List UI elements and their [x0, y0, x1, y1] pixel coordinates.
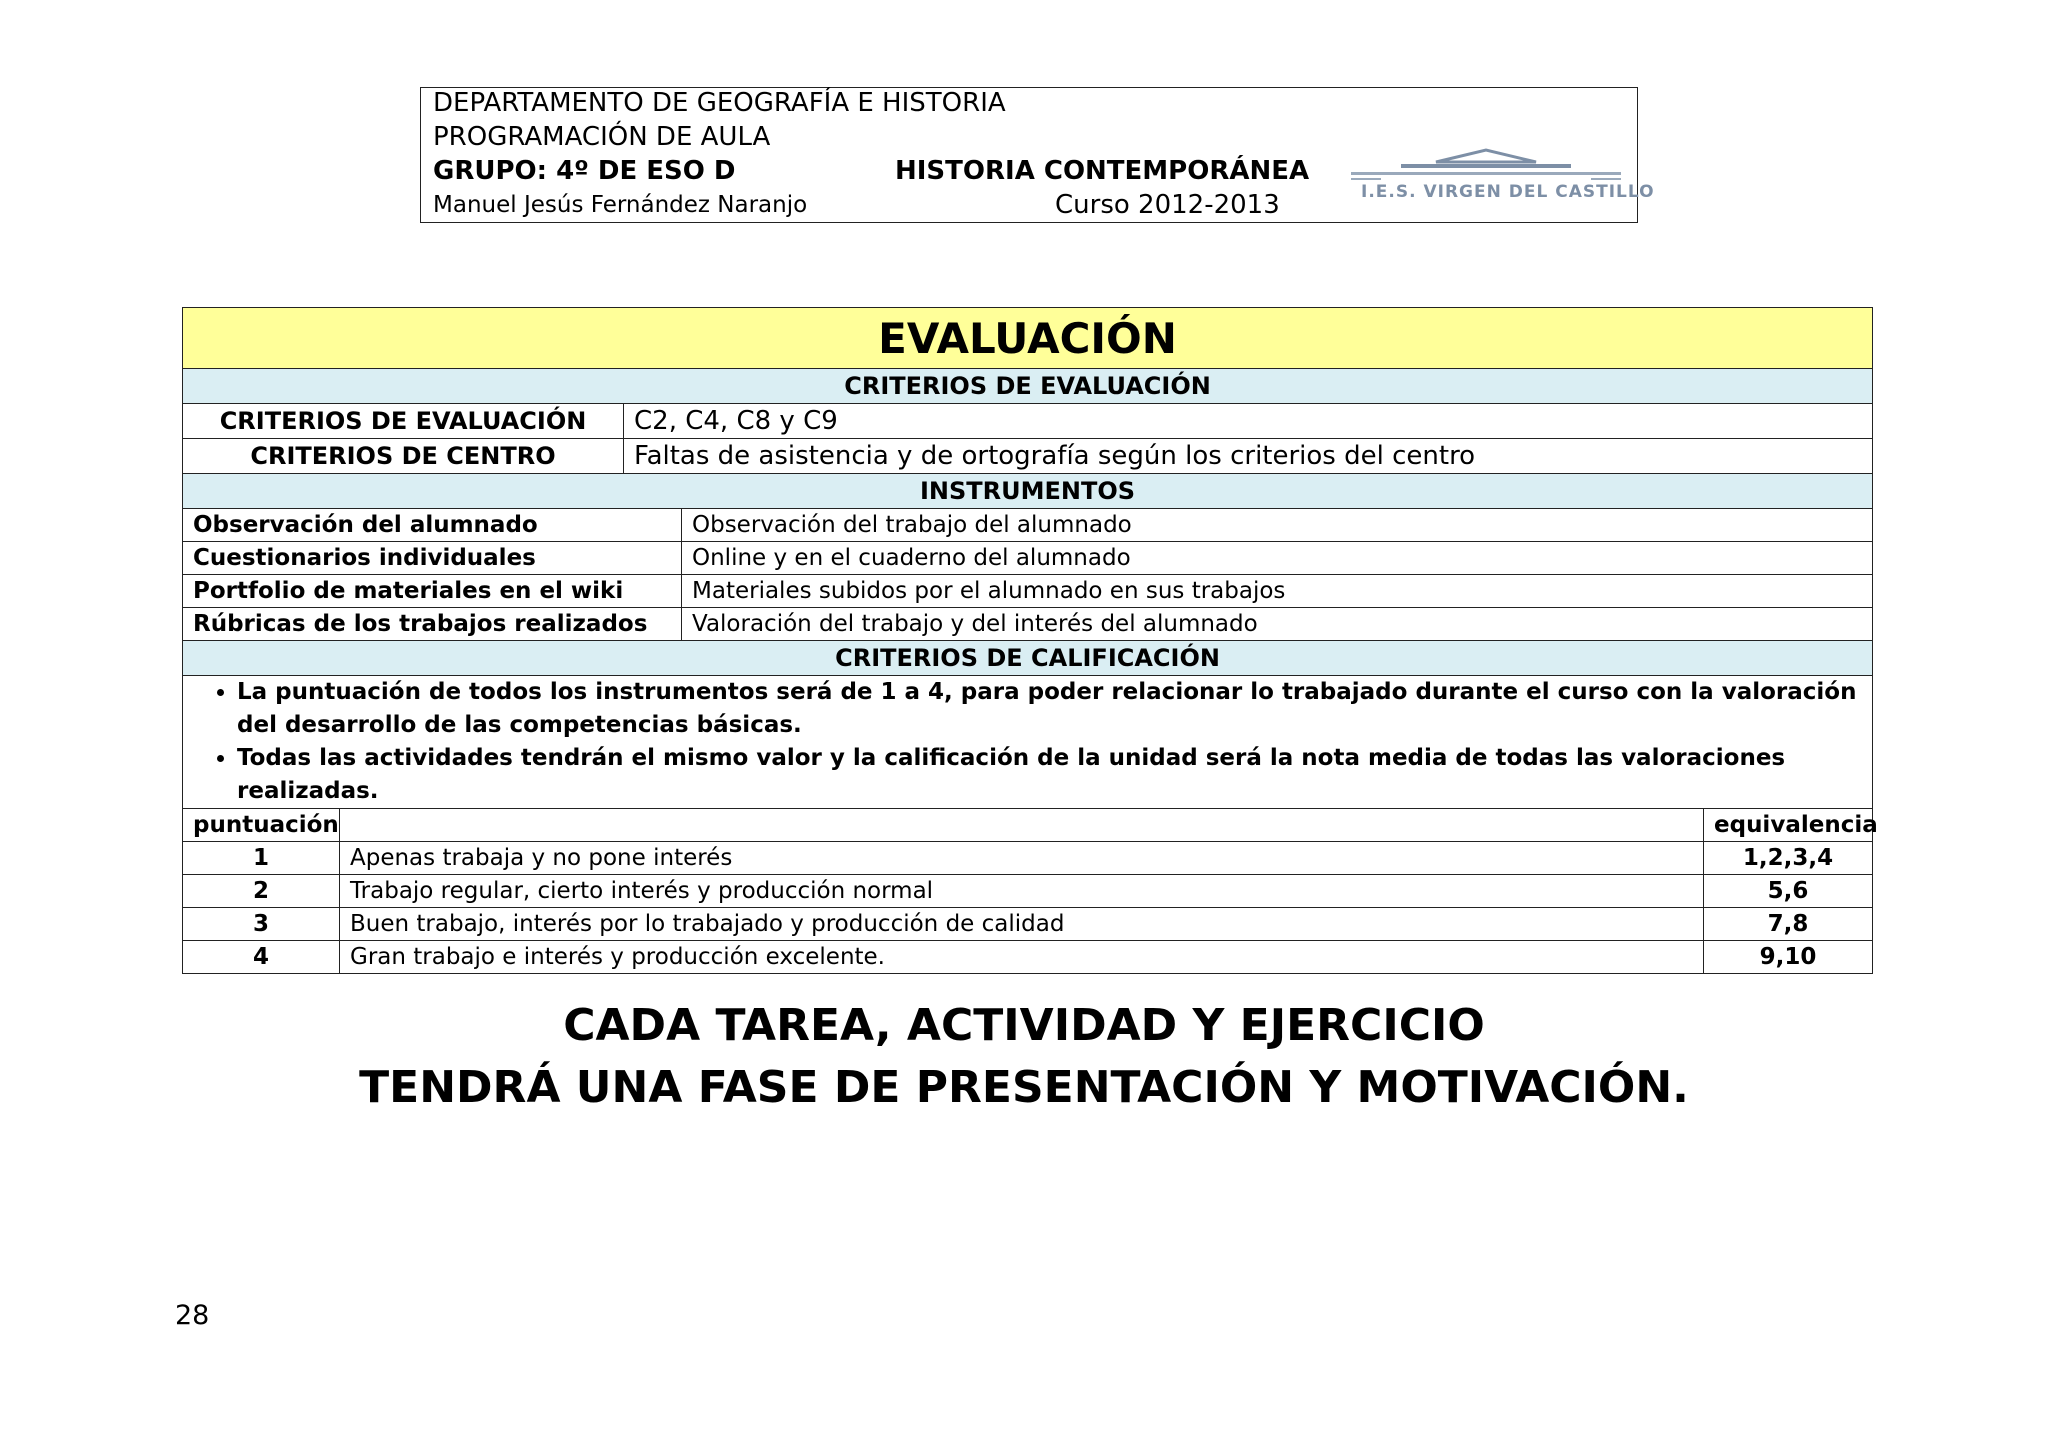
criteria-row	[183, 439, 1873, 474]
author-name: Manuel Jesús Fernández Naranjo	[433, 192, 808, 218]
page-number: 28	[175, 1300, 210, 1331]
score-equivalence: 7,8	[1704, 908, 1873, 941]
score-value: 3	[183, 908, 340, 941]
score-value: 4	[183, 941, 340, 974]
score-description: Buen trabajo, interés por lo trabajado y producción de calidad	[340, 908, 1704, 941]
grading-criteria-list	[183, 676, 1873, 809]
table-row	[183, 842, 1873, 875]
instrument-name: Observación del alumnado	[183, 509, 682, 542]
score-equivalence: 9,10	[1704, 941, 1873, 974]
score-description: Apenas trabaja y no pone interés	[340, 842, 1704, 875]
evaluation-table	[182, 307, 1878, 974]
instrument-desc: Observación del trabajo del alumnado	[682, 509, 1873, 542]
grading-section-header: CRITERIOS DE CALIFICACIÓN	[183, 641, 1873, 676]
school-logo	[1341, 148, 1655, 204]
score-description: Gran trabajo e interés y producción excelente.	[340, 941, 1704, 974]
instrument-row	[183, 575, 1873, 608]
group-label: GRUPO: 4º DE ESO D	[433, 156, 736, 186]
evaluation-title: EVALUACIÓN	[183, 308, 1873, 369]
score-description: Trabajo regular, cierto interés y producción normal	[340, 875, 1704, 908]
closing-line-2: TENDRÁ UNA FASE DE PRESENTACIÓN Y MOTIVACIÓN.	[359, 1062, 1689, 1113]
score-value: 2	[183, 875, 340, 908]
program-title: PROGRAMACIÓN DE AULA	[433, 122, 771, 152]
document-header	[420, 87, 1655, 223]
course-label: Curso 2012-2013	[1055, 190, 1280, 220]
subject-label: HISTORIA CONTEMPORÁNEA	[895, 156, 1310, 186]
criteria-section-header: CRITERIOS DE EVALUACIÓN	[183, 369, 1873, 404]
criteria-value: Faltas de asistencia y de ortografía según los criterios del centro	[624, 439, 1873, 474]
criteria-value: C2, C4, C8 y C9	[624, 404, 1873, 439]
instrument-name: Rúbricas de los trabajos realizados	[183, 608, 682, 641]
closing-line-1: CADA TAREA, ACTIVIDAD Y EJERCICIO	[563, 1000, 1485, 1051]
instrument-desc: Valoración del trabajo y del interés del alumnado	[682, 608, 1873, 641]
criteria-label: CRITERIOS DE CENTRO	[183, 439, 624, 474]
list-item: • La puntuación de todos los instrumentos será de 1 a 4, para poder relacionar lo trabajado durante el curso con la valoración del desarrollo de las competencias básicas.	[237, 676, 1862, 742]
instrument-name: Portfolio de materiales en el wiki	[183, 575, 682, 608]
equivalence-column-header: equivalencia	[1704, 809, 1873, 842]
description-column-header	[340, 809, 1704, 842]
score-equivalence: 1,2,3,4	[1704, 842, 1873, 875]
score-value: 1	[183, 842, 340, 875]
score-equivalence: 5,6	[1704, 875, 1873, 908]
department-name: DEPARTAMENTO DE GEOGRAFÍA E HISTORIA	[433, 88, 1006, 118]
instrument-desc: Materiales subidos por el alumnado en sus trabajos	[682, 575, 1873, 608]
instruments-section-header: INSTRUMENTOS	[183, 474, 1873, 509]
instrument-row	[183, 542, 1873, 575]
table-row	[183, 875, 1873, 908]
criteria-row	[183, 404, 1873, 439]
school-name: I.E.S. VIRGEN DEL CASTILLO	[1361, 182, 1655, 202]
score-column-header: puntuación	[183, 809, 340, 842]
instrument-row	[183, 509, 1873, 542]
table-row	[183, 941, 1873, 974]
list-item: • Todas las actividades tendrán el mismo valor y la calificación de la unidad será la nota media de todas las valoraciones realizadas.	[237, 742, 1862, 808]
instrument-row	[183, 608, 1873, 641]
school-building-icon	[1341, 148, 1631, 182]
criteria-label: CRITERIOS DE EVALUACIÓN	[183, 404, 624, 439]
instrument-desc: Online y en el cuaderno del alumnado	[682, 542, 1873, 575]
table-row	[183, 908, 1873, 941]
instrument-name: Cuestionarios individuales	[183, 542, 682, 575]
